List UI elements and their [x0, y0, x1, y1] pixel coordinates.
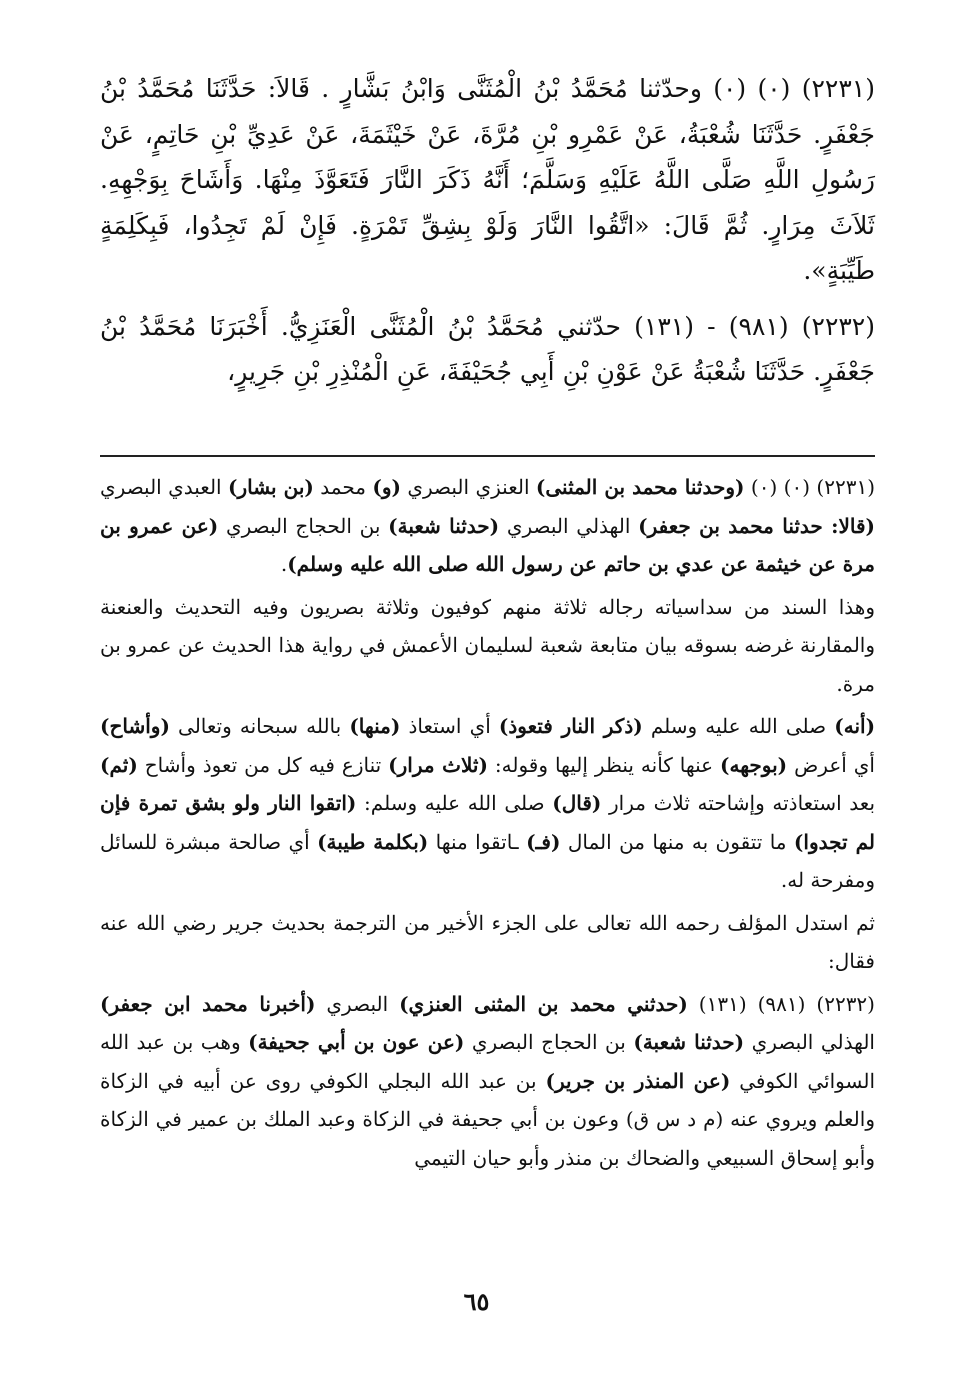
commentary-paragraph: (أنه) صلى الله عليه وسلم (ذكر النار فتعوذ) أي استعاذ (منها) بالله سبحانه وتعالى (وأشاح) أي أعرض (بوجهه) عنها كأنه ينظر إليها وقوله: (ثلاث مرار) تنازع فيه كل من تعوذ وأشاح (ثم) بعد استعاذته وإشاحته ثلاث مرار (قال) صلى الله عليه وسلم: (اتقوا النار ولو بشق تمرة فإن لم تجدوا) ما تتقون به منها من المال (فـ) ـاتقوا منها (بكلمة طيبة) أي صالحة مبشرة للسائل ومفرحة له.	[100, 714, 876, 892]
commentary-paragraph: (٢٢٣٢) (٩٨١) (١٣١) (حدثني محمد بن المثنى العنزي) البصري (أخبرنا محمد ابن جعفر) الهذلي البصري (حدثنا شعبة) بن الحجاج البصري (عن عون بن أبي جحيفة) وهب بن عبد الله السوائي الكوفي (عن المنذر بن جرير) بن عبد الله البجلي الكوفي روى عن أبيه في الزكاة والعلم ويروي عنه (م د س ق) وعون بن أبي جحيفة في الزكاة وعبد الملك بن عمير في الزكاة وأبو إسحاق السبيعي والضحاك بن منذر وأبو حيان التيمي	[100, 991, 876, 1170]
commentary-paragraph: وهذا السند من سداسياته رجاله ثلاثة منهم كوفيون وثلاثة بصريون وفيه التحديث والعنعنة والمقارنة غرضه بسوقه بيان متابعة شعبة لسليمان الأعمش في رواية هذا الحديث عن عمرو بن مرة.	[100, 594, 875, 696]
commentary-paragraph: ثم استدل المؤلف رحمه الله تعالى على الجزء الأخير من الترجمة بحديث جرير رضي الله عنه فقال:	[100, 910, 875, 973]
commentary-paragraph: (٢٢٣١) (٠) (٠) (وحدثنا محمد بن المثنى) العنزي البصري (و) محمد (بن بشار) العبدي البصري (قالا: حدثنا محمد بن جعفر) الهذلي البصري (حدثنا شعبة) بن الحجاج البصري (عن عمرو بن مرة عن خيثمة عن عدي بن حاتم عن رسول الله صلى الله عليه وسلم).	[100, 475, 876, 576]
hadith-text-block	[100, 66, 875, 395]
page-number: ٦٥	[463, 1287, 490, 1316]
separator-line	[100, 455, 875, 457]
hadith-paragraph: (٢٢٣١) (٠) (٠) وحدّثنا مُحَمَّدُ بْنُ الْمُثَنَّى وَابْنُ بَشَّارٍ . قَالاَ: حَدَّثَنَا مُحَمَّدُ بْنُ جَعْفَرٍ. حَدَّثَنَا شُعْبَةُ، عَنْ عَمْرِو بْنِ مُرَّةَ، عَنْ خَيْثَمَةَ، عَنْ عَدِيِّ بْنِ حَاتِمٍ، عَنْ رَسُولِ اللَّهِ صَلَّى اللَّهُ عَلَيْهِ وَسَلَّمَ؛ أَنَّهُ ذَكَرَ النَّارَ فَتَعَوَّذَ مِنْهَا. وَأَشَاحَ بِوَجْهِهِ. ثَلاَثَ مِرَارٍ. ثُمَّ قَالَ: «اتَّقُوا النَّارَ وَلَوْ بِشِقِّ تَمْرَةٍ. فَإِنْ لَمْ تَجِدُوا، فَبِكَلِمَةٍ طَيِّبَةٍ».	[100, 74, 875, 285]
commentary-block	[100, 468, 875, 1177]
hadith-paragraph: (٢٢٣٢) (٩٨١) - (١٣١) حدّثني مُحَمَّدُ بْنُ الْمُثَنَّى الْعَنَزِيُّ. أَخْبَرَنَا مُحَمَّدُ بْنُ جَعْفَرٍ. حَدَّثَنَا شُعْبَةُ عَنْ عَوْنِ بْنِ أَبِي جُحَيْفَةَ، عَنِ الْمُنْذِرِ بْنِ جَرِيرٍ،	[100, 311, 875, 386]
